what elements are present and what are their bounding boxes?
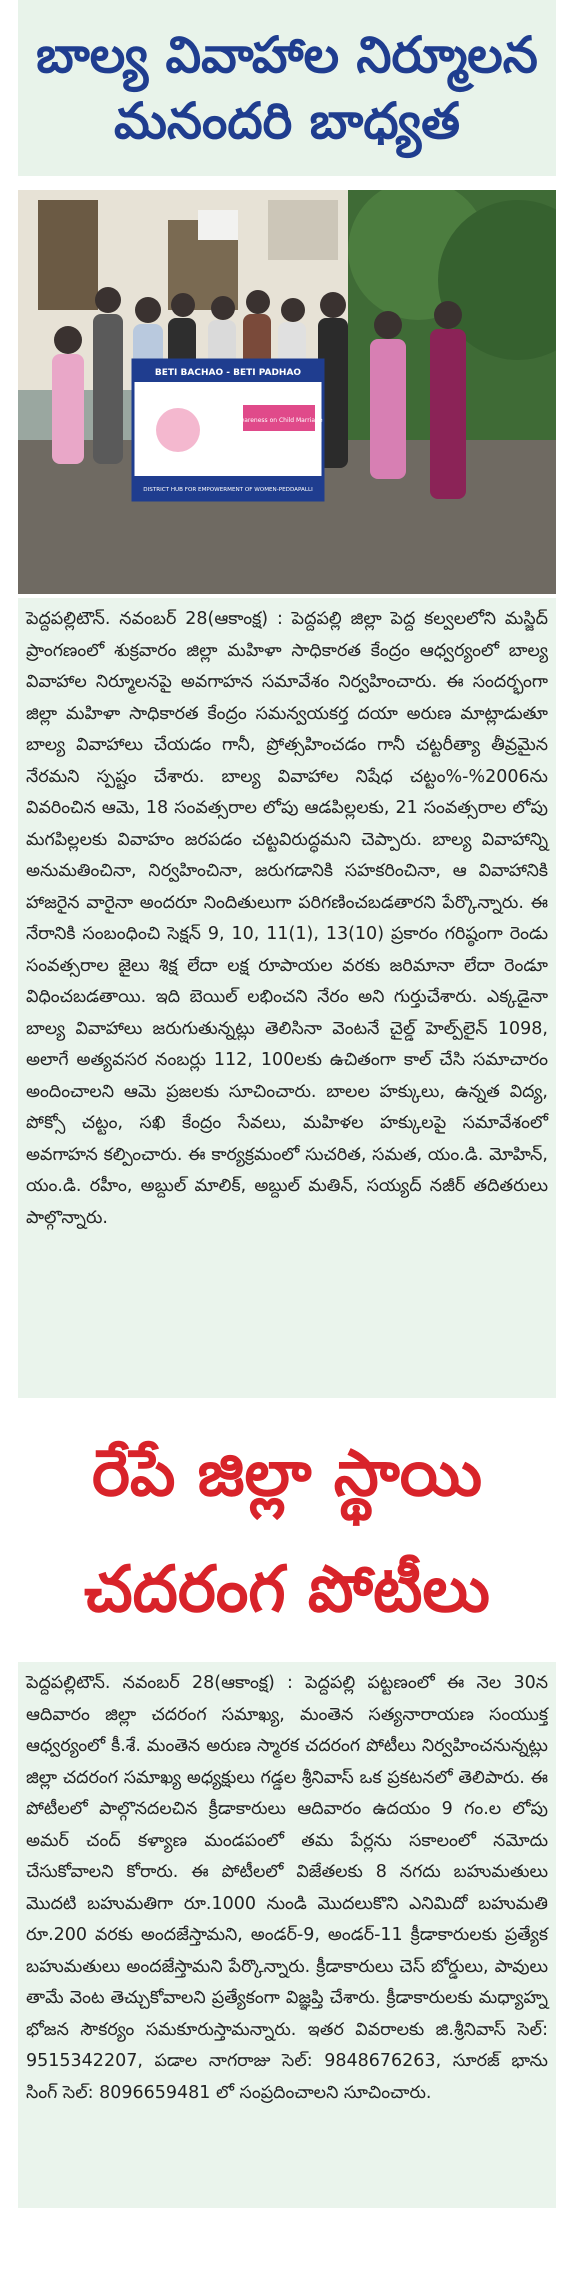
headline-child-marriage bbox=[18, 0, 556, 176]
headline1-line1: బాల్య వివాహాల నిర్మూలన bbox=[36, 26, 538, 84]
article1-body: పెద్దపల్లిటౌన్‌. నవంబర్‌ 28(ఆకాంక్ష) : పెద్దపల్లి జిల్లా పెద్ద కల్వలలోని మస్జిద్‌ ప్రాంగణంలో శుక్రవారం జిల్లా మహిళా సాధికారత కేంద్రం ఆధ్వర్యంలో బాల్య వివాహాల నిర్మూలనపై అవగాహన సమావేశం నిర్వహించారు. ఈ సందర్భంగా జిల్లా మహిళా సాధికారత కేంద్రం సమన్వయకర్త దయా అరుణ మాట్లాడుతూ బాల్య వివాహాలు చేయడం గానీ, ప్రోత్సహించడం గానీ చట్టరీత్యా తీవ్రమైన నేరమని స్పష్టం చేశారు. బాల్య వివాహాల నిషేధ చట్టం%-%2006ను వివరించిన ఆమె, 18 సంవత్సరాల లోపు ఆడపిల్లలకు, 21 సంవత్సరాల లోపు మగపిల్లలకు వివాహం జరపడం చట్టవిరుద్ధమని చెప్పారు. బాల్య వివాహాన్ని అనుమతించినా, నిర్వహించినా, జరుగడానికి సహకరించినా, ఆ వివాహానికి హాజరైన వారైనా అందరూ నిందితులుగా పరిగణించబడతారని పేర్కొన్నారు. ఈ నేరానికి సంబంధించి సెక్షన్‌ 9, 10, 11(1), 13(10) ప్రకారం గరిష్ఠంగా రెండు సంవత్సరాల జైలు శిక్ష లేదా లక్ష రూపాయల వరకు జరిమానా లేదా రెండూ విధించబడతాయి. ఇది బెయిల్‌ లభించని నేరం అని గుర్తుచేశారు. ఎక్కడైనా బాల్య వివాహాలు జరుగుతున్నట్లు తెలిసినా వెంటనే చైల్డ్‌ హెల్ప్‌లైన్‌ 1098, అలాగే అత్యవసర నంబర్లు 112, 100లకు ఉచితంగా కాల్‌ చేసి సమాచారం అందించాలని ఆమె ప్రజలకు సూచించారు. బాలల హక్కులు, ఉన్నత విద్య, పోక్సో చట్టం, సఖి కేంద్రం సేవలు, మహిళల హక్కులపై సమావేశంలో అవగాహన కల్పించారు. ఈ కార్యక్రమంలో సుచరిత, సమత, యం.డి. మోహిన్‌, యం.డి. రహీం, అబ్దుల్‌ మాలిక్‌, అబ్దుల్‌ మతిన్‌, సయ్యద్‌ నజీర్‌ తదితరులు పాల్గొన్నారు. bbox=[26, 609, 548, 1228]
headline-chess-tournament bbox=[18, 1408, 556, 1656]
banner-footer: DISTRICT HUB FOR EMPOWERMENT OF WOMEN-PEDDAPALLI bbox=[143, 487, 313, 493]
headline1-line2: మనందరి బాధ్యత bbox=[113, 92, 461, 150]
headline2-line1: రేపే జిల్లా స్థాయి bbox=[91, 1437, 483, 1511]
group-photo-scene bbox=[18, 190, 556, 594]
headline2-line2: చదరంగ పోటీలు bbox=[84, 1553, 490, 1627]
article-chess-tournament bbox=[18, 1662, 556, 2208]
banner-title: BETI BACHAO - BETI PADHAO bbox=[154, 368, 302, 378]
banner-subtitle: Awareness on Child Marriage bbox=[235, 417, 323, 424]
article2-body: పెద్దపల్లిటౌన్‌. నవంబర్‌ 28(ఆకాంక్ష) : పెద్దపల్లి పట్టణంలో ఈ నెల 30న ఆదివారం జిల్లా చదరంగ సమాఖ్య, మంతెన సత్యనారాయణ సంయుక్త ఆధ్వర్యంలో కీ.శే. మంతెన అరుణ స్మారక చదరంగ పోటీలు నిర్వహించనున్నట్లు జిల్లా చదరంగ సమాఖ్య అధ్యక్షులు గడ్డల శ్రీనివాస్‌ ఒక ప్రకటనలో తెలిపారు. ఈ పోటీలలో పాల్గొనదలచిన క్రీడాకారులు ఆదివారం ఉదయం 9 గం.ల లోపు అమర్‌ చంద్‌ కళ్యాణ మండపంలో తమ పేర్లను సకాలంలో నమోదు చేసుకోవాలని కోరారు. ఈ పోటీలలో విజేతలకు 8 నగదు బహుమతులు మొదటి బహుమతిగా రూ.1000 నుండి మొదలుకొని ఎనిమిదో బహుమతి రూ.200 వరకు అందజేస్తామని, అండర్‌-9, అండర్‌-11 క్రీడాకారులకు ప్రత్యేక బహుమతులు అందజేస్తామని పేర్కొన్నారు. క్రీడాకారులు చెస్‌ బోర్డులు, పావులు తామే వెంట తెచ్చుకోవాలని ప్రత్యేకంగా విజ్ఞప్తి చేశారు. క్రీడాకారులకు మధ్యాహ్న భోజన సౌకర్యం సమకూరుస్తామన్నారు. ఇతర వివరాలకు జి.శ్రీనివాస్‌ సెల్‌: 9515342207, పడాల నాగరాజు సెల్‌: 9848676263, సూరజ్‌ భాను సింగ్‌ సెల్‌: 8096659481 లో సంప్రదించాలని సూచించారు. bbox=[26, 1673, 548, 2103]
article-child-marriage bbox=[18, 598, 556, 1398]
group-photo bbox=[18, 190, 556, 594]
